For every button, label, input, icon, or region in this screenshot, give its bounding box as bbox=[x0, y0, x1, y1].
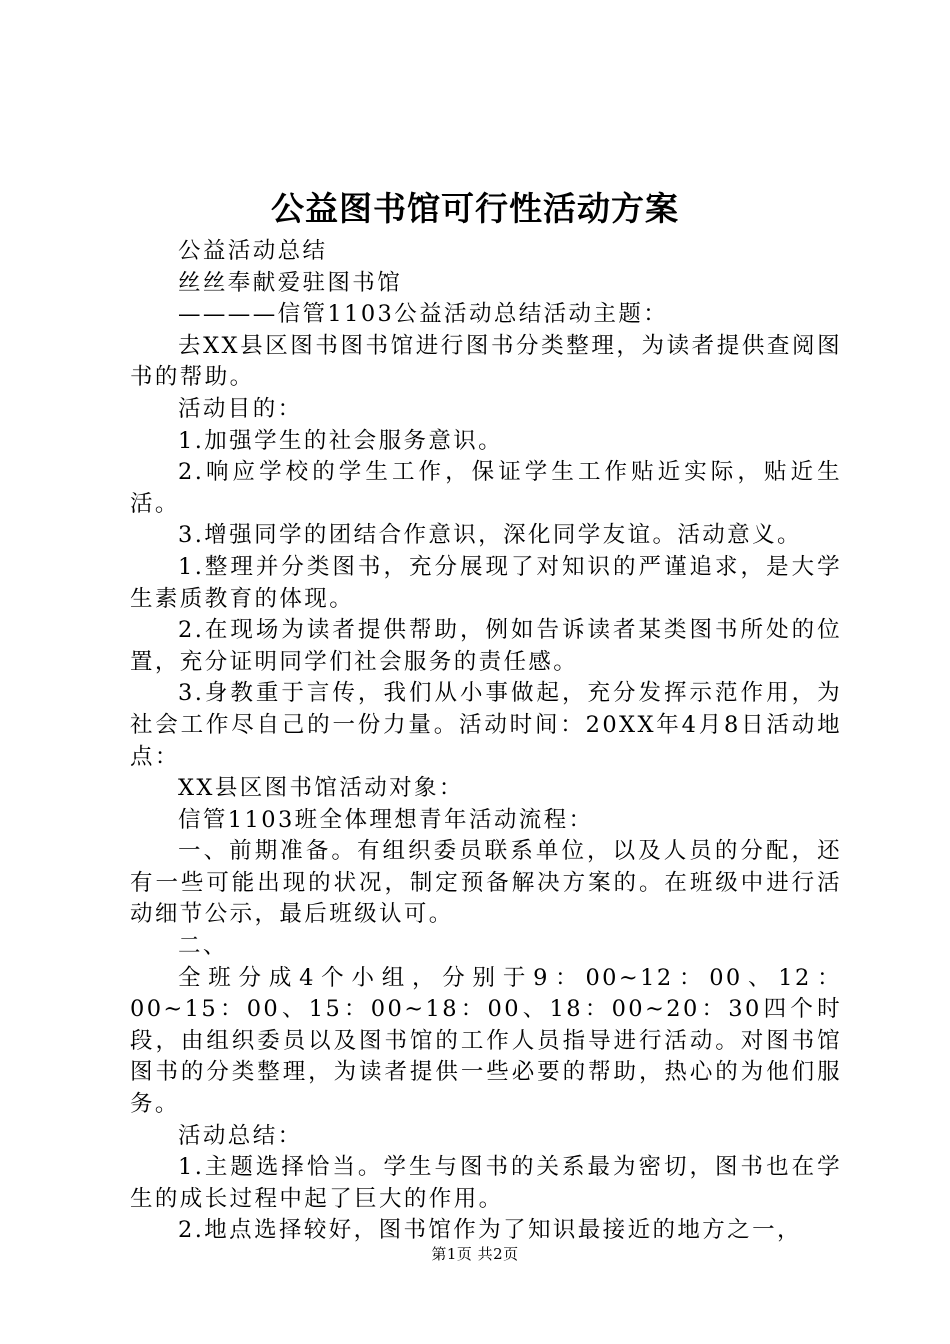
paragraph: 活动总结： bbox=[178, 1122, 303, 1149]
paragraph: 1.加强学生的社会服务意识。 bbox=[178, 427, 504, 454]
paragraph: 2.在现场为读者提供帮助，例如告诉读者某类图书所处的位置，充分证明同学们社会服务的责任感。 bbox=[130, 617, 842, 675]
paragraph: XX县区图书馆活动对象： bbox=[178, 775, 464, 802]
paragraph: 3.增强同学的团结合作意识，深化同学友谊。活动意义。 bbox=[178, 522, 802, 549]
document-body bbox=[130, 236, 842, 1247]
document-title: 公益图书馆可行性活动方案 bbox=[271, 189, 679, 228]
paragraph: 去XX县区图书图书馆进行图书分类整理，为读者提供查阅图书的帮助。 bbox=[130, 332, 842, 391]
page-number-footer: 第1页 共2页 bbox=[431, 1245, 519, 1263]
paragraph: 1.整理并分类图书，充分展现了对知识的严谨追求，是大学生素质教育的体现。 bbox=[130, 553, 842, 612]
paragraph: 丝丝奉献爱驻图书馆 bbox=[178, 269, 403, 296]
paragraph: 3.身教重于言传，我们从小事做起，充分发挥示范作用，为社会工作尽自己的一份力量。活动时间：20XX年4月8日活动地点： bbox=[130, 680, 842, 770]
paragraph: 2.地点选择较好，图书馆作为了知识最接近的地方之一， bbox=[178, 1217, 802, 1244]
paragraph: 二、 bbox=[178, 933, 228, 960]
paragraph: 公益活动总结 bbox=[178, 238, 328, 264]
paragraph: 1.主题选择恰当。学生与图书的关系最为密切，图书也在学生的成长过程中起了巨大的作用。 bbox=[130, 1154, 842, 1212]
paragraph: 2.响应学校的学生工作，保证学生工作贴近实际，贴近生活。 bbox=[130, 459, 842, 517]
paragraph: 一、前期准备。有组织委员联系单位，以及人员的分配，还有一些可能出现的状况，制定预备解决方案的。在班级中进行活动细节公示，最后班级认可。 bbox=[130, 838, 842, 928]
paragraph: 信管1103班全体理想青年活动流程： bbox=[178, 806, 594, 833]
paragraph: ————信管1103公益活动总结活动主题： bbox=[178, 301, 669, 328]
paragraph: 活动目的： bbox=[178, 395, 303, 422]
paragraph: 全班分成4个小组，分别于9：00~12：00、12：00~15：00、15：00~18：00、18：00~20：30四个时段，由组织委员以及图书馆的工作人员指导进行活动。对图书馆图书的分类整理，为读者提供一些必要的帮助，热心的为他们服务。 bbox=[130, 964, 842, 1118]
